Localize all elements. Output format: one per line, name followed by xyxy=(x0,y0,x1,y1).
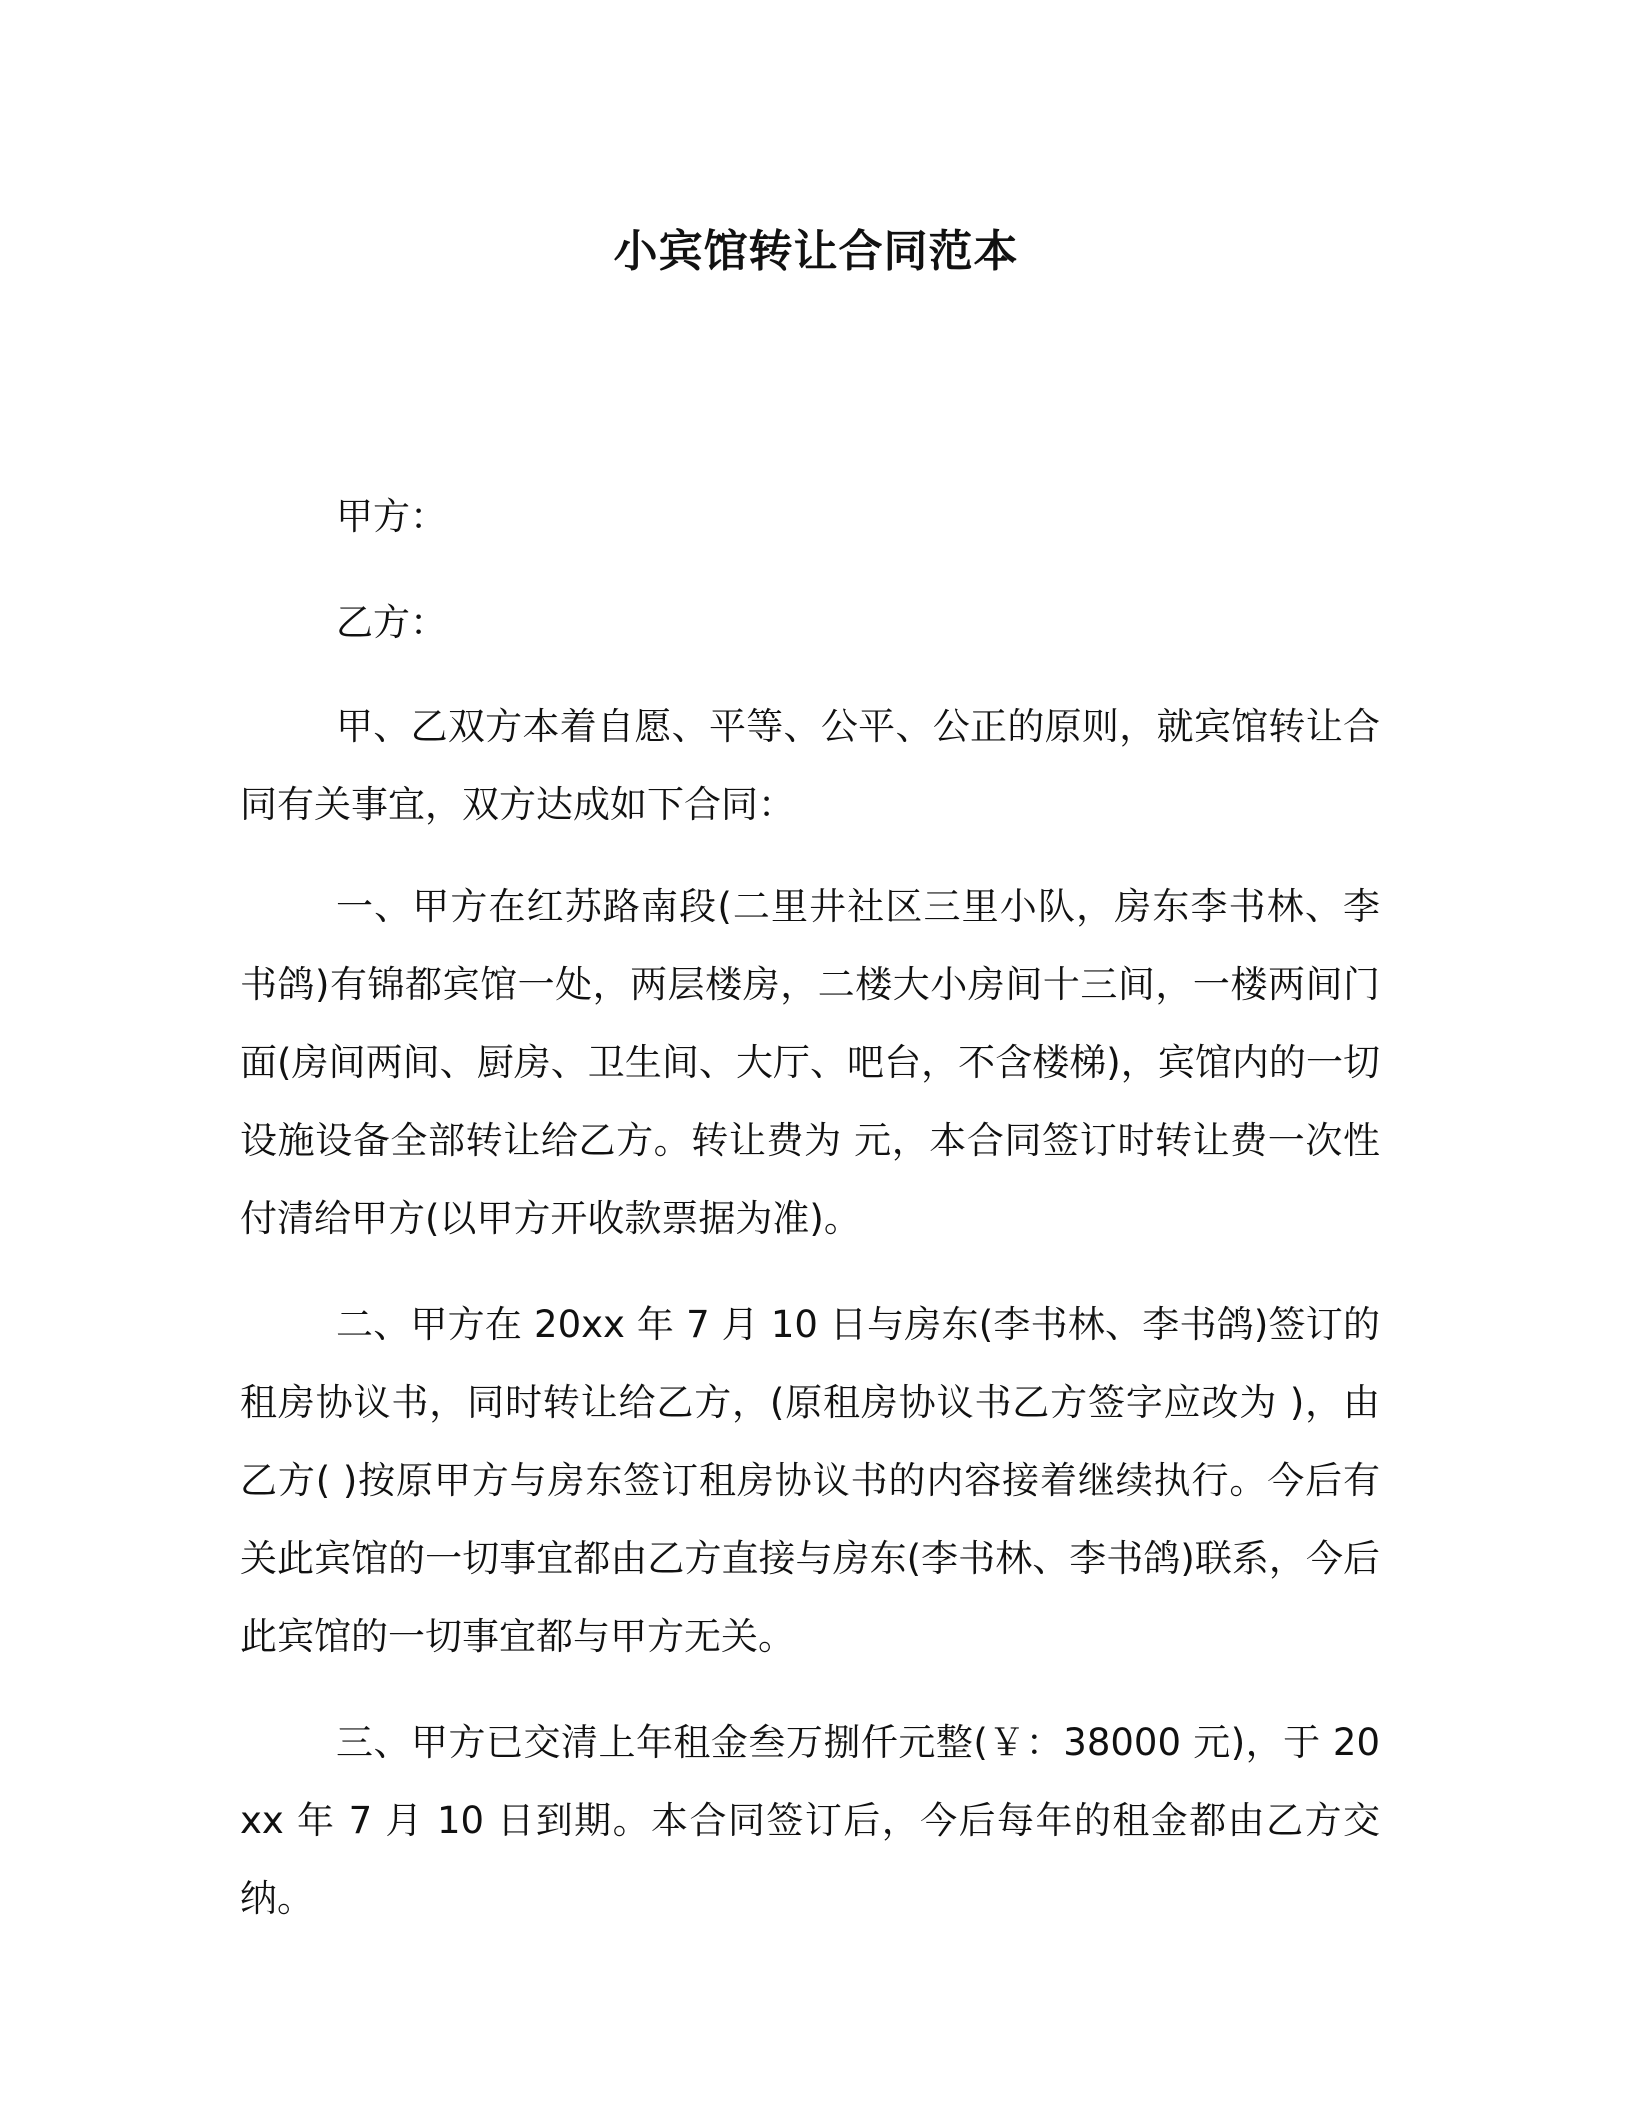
party-a-label: 甲方： xyxy=(336,495,447,538)
paragraph-intro: 甲、乙双方本着自愿、平等、公平、公正的原则，就宾馆转让合同有关事宜，双方达成如下合同： xyxy=(240,705,1380,826)
paragraph-clause-2: 二、甲方在 20xx 年 7 月 10 日与房东(李书林、李书鸽)签订的租房协议书，同时转让给乙方，(原租房协议书乙方签字应改为 )，由乙方( )按原甲方与房东签订租房协议书的内容接着继续执行。今后有关此宾馆的一切事宜都由乙方直接与房东(李书林、李书鸽)联系，今后此宾馆的一切事宜都与甲方无关。 xyxy=(240,1303,1380,1658)
party-b-label: 乙方： xyxy=(336,601,447,644)
document-title: 小宾馆转让合同范本 xyxy=(613,226,1019,277)
paragraph-clause-3: 三、甲方已交清上年租金叁万捌仟元整(￥：38000 元)，于 20xx 年 7 月 10 日到期。本合同签订后，今后每年的租金都由乙方交纳。 xyxy=(240,1721,1380,1920)
paragraph-clause-1: 一、甲方在红苏路南段(二里井社区三里小队，房东李书林、李书鸽)有锦都宾馆一处，两层楼房，二楼大小房间十三间，一楼两间门面(房间两间、厨房、卫生间、大厅、吧台，不含楼梯)，宾馆内的一切设施设备全部转让给乙方。转让费为 元，本合同签订时转让费一次性付清给甲方(以甲方开收款票据为准)。 xyxy=(240,885,1380,1240)
